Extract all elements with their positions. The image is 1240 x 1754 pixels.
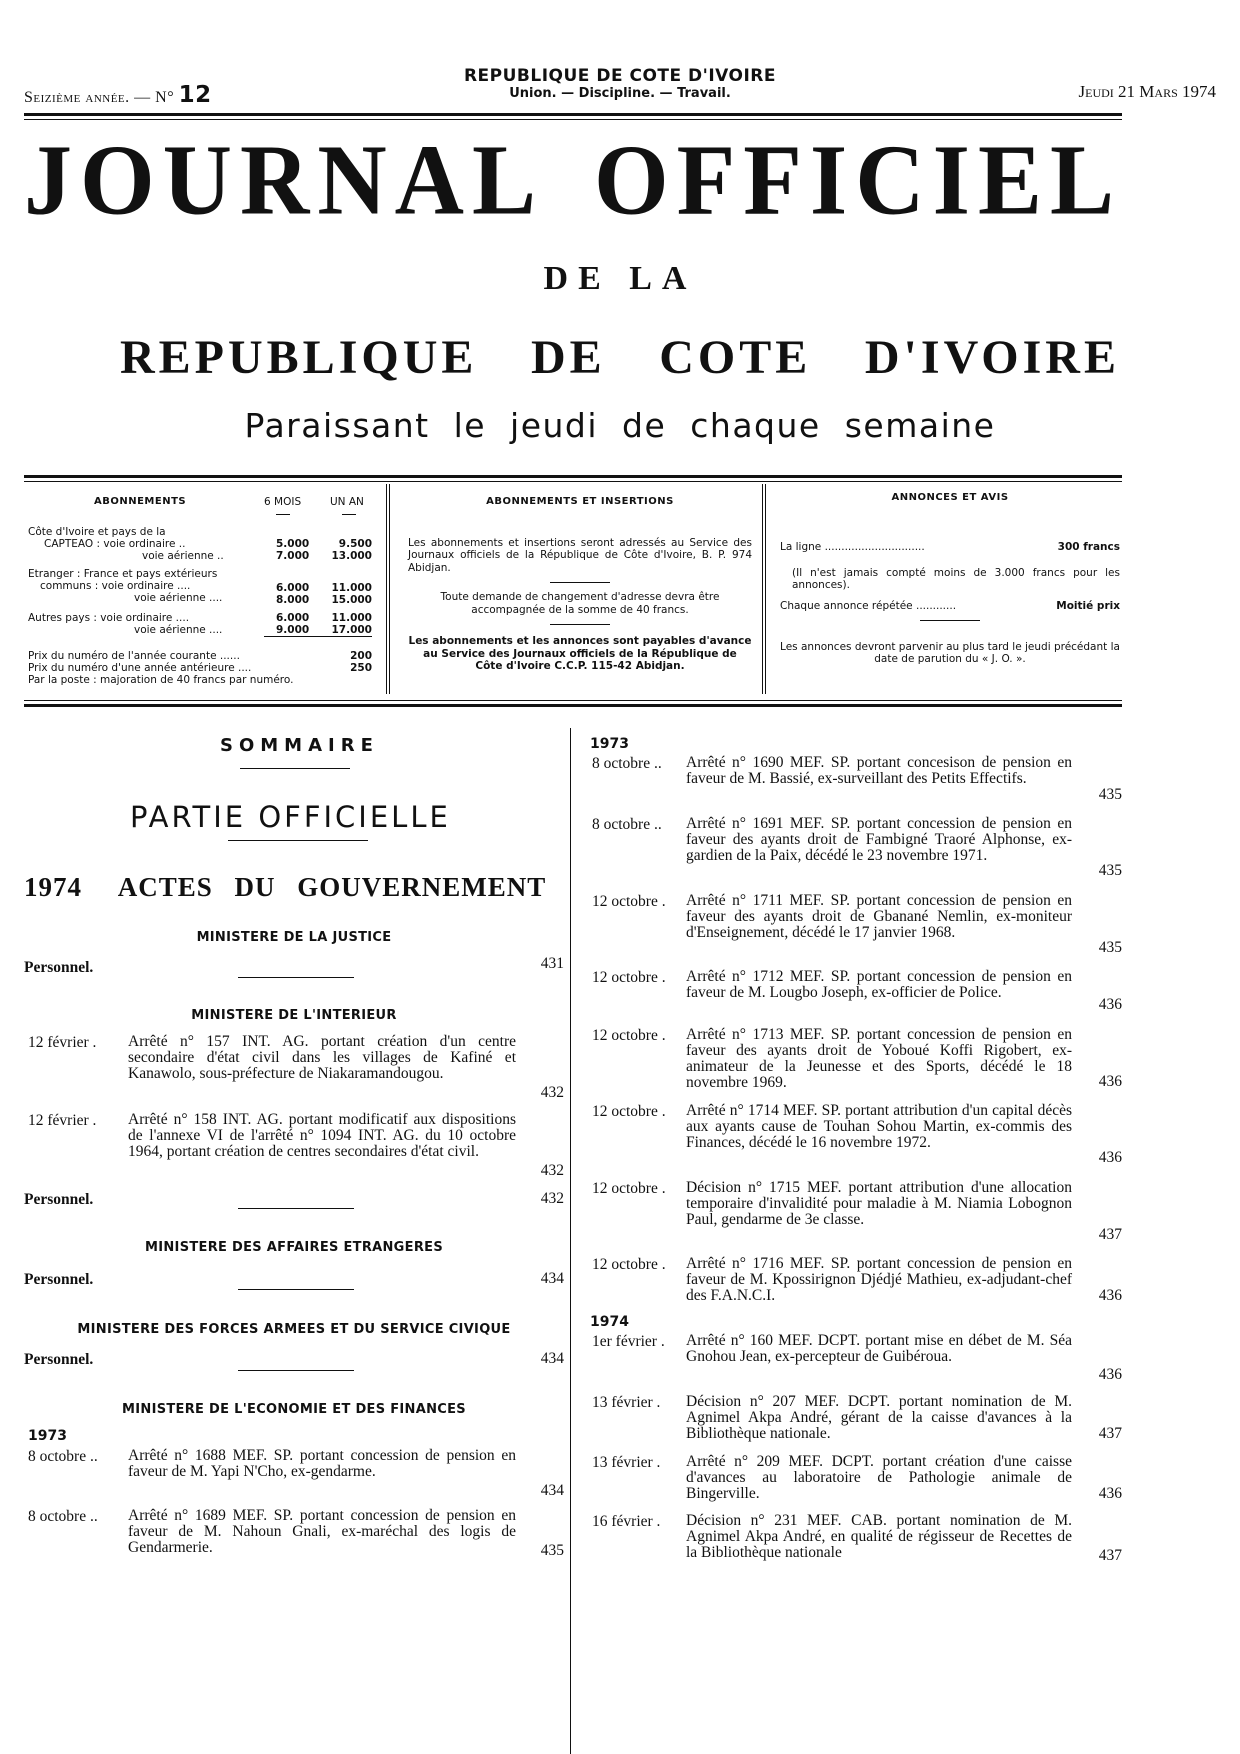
r6-date: 12 octobre . — [592, 1103, 666, 1120]
r5-page: 436 — [1098, 1073, 1122, 1090]
affaires-page: 434 — [540, 1270, 564, 1287]
tagline: Paraissant le jeudi de chaque semaine — [244, 406, 996, 445]
right-year-1974: 1974 — [590, 1314, 629, 1330]
republic-word-3: COTE — [659, 331, 812, 384]
economie-e1-page: 434 — [540, 1482, 564, 1499]
r2-date: 8 octobre .. — [592, 816, 662, 833]
affaires-personnel: Personnel. — [24, 1271, 94, 1288]
r9-date: 1er février . — [592, 1333, 665, 1350]
national-motto: Union. — Discipline. — Travail. — [509, 86, 731, 101]
actes-title: ACTES DU GOUVERNEMENT — [117, 872, 547, 902]
journal-title — [24, 123, 1122, 236]
annonces-deadline: Les annonces devront parvenir au plus tard le jeudi précédant la date de parution du « J. O. ». — [780, 640, 1120, 665]
sub-row-5: communs : voie ordinaire .... — [40, 580, 191, 592]
economie-e2-text: Arrêté n° 1689 MEF. SP. portant concession de pension en faveur de M. Nahoun Gnali, ex-maréchal des logis de Gendarmerie. — [128, 1507, 516, 1556]
r5-date: 12 octobre . — [592, 1027, 666, 1044]
interieur-personnel: Personnel. — [24, 1191, 94, 1208]
col-unan: UN AN — [330, 496, 364, 508]
box-rule-bottom-thin — [24, 700, 1122, 701]
interieur-e2-date: 12 février . — [28, 1112, 97, 1129]
interieur-e2-text: Arrêté n° 158 INT. AG. portant modificatif aux dispositions de l'annexe VI de l'arrêté n° 1094 INT. AG. du 10 octobre 1964, portant création de centres secondaires d'état civil. — [128, 1111, 516, 1160]
column-divider — [570, 728, 571, 1754]
affaires-rule — [238, 1289, 354, 1290]
interieur-e1-date: 12 février . — [28, 1034, 97, 1051]
r8-page: 436 — [1098, 1287, 1122, 1304]
r11-text: Arrêté n° 209 MEF. DCPT. portant création d'une caisse d'avances au laboratoire de Pathologie animale de Bingerville. — [686, 1453, 1072, 1502]
sub-row-7-six: 6.000 — [276, 612, 310, 624]
justice-personnel: Personnel. — [24, 959, 94, 976]
r10-text: Décision n° 207 MEF. DCPT. portant nomination de M. Agnimel Akpa André, gérant de la caisse d'avances à la Bibliothèque nationale. — [686, 1393, 1072, 1442]
box-divider-2b — [765, 484, 766, 694]
r9-page: 436 — [1098, 1366, 1122, 1383]
annonces-heading: ANNONCES ET AVIS — [891, 492, 1009, 503]
r4-page: 436 — [1098, 996, 1122, 1013]
sub-row-6-year: 15.000 — [331, 594, 372, 606]
justice-rule — [238, 977, 354, 978]
r1-text: Arrêté n° 1690 MEF. SP. portant concesison de pension en faveur de M. Bassié, ex-surveillant des Petits Effectifs. — [686, 754, 1072, 787]
r10-page: 437 — [1098, 1425, 1122, 1442]
sub-row-5-year: 11.000 — [331, 582, 372, 594]
r2-page: 435 — [1098, 862, 1122, 879]
sub-row-3-year: 13.000 — [331, 550, 372, 562]
box-divider-1 — [386, 484, 387, 694]
sub-row-5-six: 6.000 — [276, 582, 310, 594]
economie-e2-page: 435 — [540, 1542, 564, 1559]
insertions-address-change: Toute demande de changement d'adresse devra être accompagnée de la somme de 40 francs. — [440, 591, 720, 616]
republic-title — [120, 330, 1120, 385]
sommaire-title: SOMMAIRE — [220, 735, 379, 756]
ministry-justice: MINISTERE DE LA JUSTICE — [196, 930, 392, 945]
price-previous: Prix du numéro d'une année antérieure .... — [28, 662, 252, 674]
sub-row-6-six: 8.000 — [276, 594, 310, 606]
r2-text: Arrêté n° 1691 MEF. SP. portant concession de pension en faveur des ayants droit de Fambigné Traoré Alphonse, ex-gardien de la Paix, décédé le 23 novembre 1971. — [686, 815, 1072, 864]
r1-date: 8 octobre .. — [592, 755, 662, 772]
box-rule-top — [24, 475, 1122, 478]
sub-row-2-year: 9.500 — [338, 538, 372, 550]
r12-page: 437 — [1098, 1547, 1122, 1564]
r4-text: Arrêté n° 1712 MEF. SP. portant concession de pension en faveur de M. Lougbo Joseph, ex-officier de Police. — [686, 968, 1072, 1001]
r10-date: 13 février . — [592, 1394, 661, 1411]
interieur-rule — [238, 1208, 354, 1209]
r11-page: 436 — [1098, 1485, 1122, 1502]
republic-word-2: DE — [530, 331, 606, 384]
actes-heading — [24, 872, 546, 903]
justice-page: 431 — [540, 955, 564, 972]
ministry-economie: MINISTERE DE L'ECONOMIE ET DES FINANCES — [122, 1402, 466, 1417]
sommaire-rule — [240, 768, 350, 769]
insertions-panel — [408, 490, 752, 673]
interieur-e1-page: 432 — [540, 1084, 564, 1101]
sub-row-3: voie aérienne .. — [142, 550, 224, 562]
insertions-payment: Les abonnements et les annonces sont payables d'avance au Service des Journaux officiels de la République de Côte d'Ivoire C.C.P. 115-42 Abidjan. — [408, 635, 752, 672]
issue-line — [24, 82, 212, 108]
r3-text: Arrêté n° 1711 MEF. SP. portant concession de pension en faveur des ayants droit de Gbanané Nemlin, ex-moniteur d'Enseignement, décédé le 17 janvier 1968. — [686, 892, 1072, 941]
ministry-forces-armees: MINISTERE DES FORCES ARMEES ET DU SERVICE CIVIQUE — [77, 1322, 511, 1337]
economie-e2-date: 8 octobre .. — [28, 1508, 98, 1525]
economie-year: 1973 — [28, 1428, 67, 1444]
box-rule-bottom — [24, 704, 1122, 707]
sub-row-8-six: 9.000 — [276, 624, 310, 636]
annonces-note: (Il n'est jamais compté moins de 3.000 francs pour les annonces). — [792, 566, 1120, 591]
interieur-e1-text: Arrêté n° 157 INT. AG. portant création d'un centre secondaire d'état civil dans les villages de Kafiné et Kanawolo, sous-préfecture de Niakaramandougou. — [128, 1033, 516, 1082]
r8-date: 12 octobre . — [592, 1256, 666, 1273]
r7-date: 12 octobre . — [592, 1180, 666, 1197]
annonces-repeat-label: Chaque annonce répétée ............ — [780, 599, 957, 612]
insertions-address: Les abonnements et insertions seront adressés au Service des Journaux officiels de la République de Côte d'Ivoire, B. P. 974 Abidjan. — [408, 536, 752, 574]
box-divider-1b — [389, 484, 390, 694]
title-word-officiel: OFFICIEL — [593, 123, 1122, 236]
issue-date: Jeudi 21 Mars 1974 — [1078, 82, 1216, 101]
sub-row-7: Autres pays : voie ordinaire .... — [28, 612, 190, 624]
republic-word-4: D'IVOIRE — [864, 331, 1120, 384]
title-word-journal: JOURNAL — [24, 123, 545, 236]
r6-page: 436 — [1098, 1149, 1122, 1166]
annonces-ligne-value: 300 francs — [1057, 540, 1120, 553]
economie-e1-date: 8 octobre .. — [28, 1448, 98, 1465]
title-de-la: DE LA — [543, 260, 697, 297]
r7-page: 437 — [1098, 1226, 1122, 1243]
price-current: Prix du numéro de l'année courante ...... — [28, 650, 240, 662]
republic-word-1: REPUBLIQUE — [120, 331, 478, 384]
republic-name: REPUBLIQUE DE COTE D'IVOIRE — [463, 66, 777, 86]
issue-number: 12 — [178, 82, 212, 108]
right-year-1973: 1973 — [590, 736, 629, 752]
ministry-interieur: MINISTERE DE L'INTERIEUR — [191, 1008, 397, 1023]
r1-page: 435 — [1098, 786, 1122, 803]
partie-officielle: PARTIE OFFICIELLE — [130, 800, 451, 834]
r3-date: 12 octobre . — [592, 893, 666, 910]
r9-text: Arrêté n° 160 MEF. DCPT. portant mise en débet de M. Séa Gnohou Jean, ex-percepteur de Guibéroua. — [686, 1332, 1072, 1365]
annonces-panel — [780, 490, 1120, 666]
sub-row-2-six: 5.000 — [276, 538, 310, 550]
interieur-personnel-page: 432 — [540, 1190, 564, 1207]
sub-row-6: voie aérienne .... — [134, 592, 223, 604]
sub-row-3-six: 7.000 — [276, 550, 310, 562]
r11-date: 13 février . — [592, 1454, 661, 1471]
subscriptions-heading: ABONNEMENTS — [94, 496, 187, 507]
economie-e1-text: Arrêté n° 1688 MEF. SP. portant concession de pension en faveur de M. Yapi N'Cho, ex-gendarme. — [128, 1447, 516, 1480]
sub-row-2: CAPTEAO : voie ordinaire .. — [44, 538, 186, 550]
forces-page: 434 — [540, 1350, 564, 1367]
r4-date: 12 octobre . — [592, 969, 666, 986]
interieur-e2-page: 432 — [540, 1162, 564, 1179]
price-previous-value: 250 — [350, 662, 372, 674]
subscriptions-panel — [28, 490, 378, 690]
year-label: Seizième année. — N° — [24, 89, 175, 106]
r7-text: Décision n° 1715 MEF. portant attribution d'une allocation temporaire d'invalidité pour maladie à M. Niamia Lobognon Paul, gendarme de 3e classe. — [686, 1179, 1072, 1228]
header-rule-thin — [24, 119, 1122, 120]
insertions-heading: ABONNEMENTS ET INSERTIONS — [486, 496, 674, 507]
annonces-ligne-label: La ligne .............................. — [780, 540, 925, 553]
forces-rule — [238, 1370, 354, 1371]
r6-text: Arrêté n° 1714 MEF. SP. portant attribution d'un capital décès aux ayants cause de Touhan Sohou Martin, ex-commis des Finances, décédé le 16 novembre 1972. — [686, 1102, 1072, 1151]
ministry-affaires-etrangeres: MINISTERE DES AFFAIRES ETRANGERES — [145, 1240, 443, 1255]
annonces-repeat-value: Moitié prix — [1056, 599, 1120, 612]
box-rule-top-thin — [24, 481, 1122, 482]
republic-header — [420, 66, 820, 101]
partie-rule — [228, 840, 368, 841]
actes-year: 1974 — [24, 872, 82, 902]
forces-personnel: Personnel. — [24, 1351, 94, 1368]
r5-text: Arrêté n° 1713 MEF. SP. portant concession de pension en faveur des ayants droit de Yoboué Koffi Rigobert, ex-animateur de la Jeunesse et des Sports, décédé le 18 novembre 1969. — [686, 1026, 1072, 1091]
price-post: Par la poste : majoration de 40 francs par numéro. — [28, 674, 294, 686]
r3-page: 435 — [1098, 939, 1122, 956]
sub-row-8-year: 17.000 — [331, 624, 372, 636]
r12-date: 16 février . — [592, 1513, 661, 1530]
sub-row-1: Côte d'Ivoire et pays de la — [28, 526, 166, 538]
header-rule-thick — [24, 113, 1122, 116]
r8-text: Arrêté n° 1716 MEF. SP. portant concession de pension en faveur de M. Kpossirignon Djédjé Mathieu, ex-adjudant-chef des F.A.N.C.I. — [686, 1255, 1072, 1304]
price-current-value: 200 — [350, 650, 372, 662]
r12-text: Décision n° 231 MEF. CAB. portant nomination de M. Agnimel Akpa André, en qualité de régisseur de Recettes de la Bibliothèque nationale — [686, 1512, 1072, 1561]
sub-row-4: Etranger : France et pays extérieurs — [28, 568, 218, 580]
sub-row-8: voie aérienne .... — [134, 624, 223, 636]
col-6mois: 6 MOIS — [264, 496, 302, 508]
box-divider-2 — [762, 484, 763, 694]
sub-row-7-year: 11.000 — [331, 612, 372, 624]
